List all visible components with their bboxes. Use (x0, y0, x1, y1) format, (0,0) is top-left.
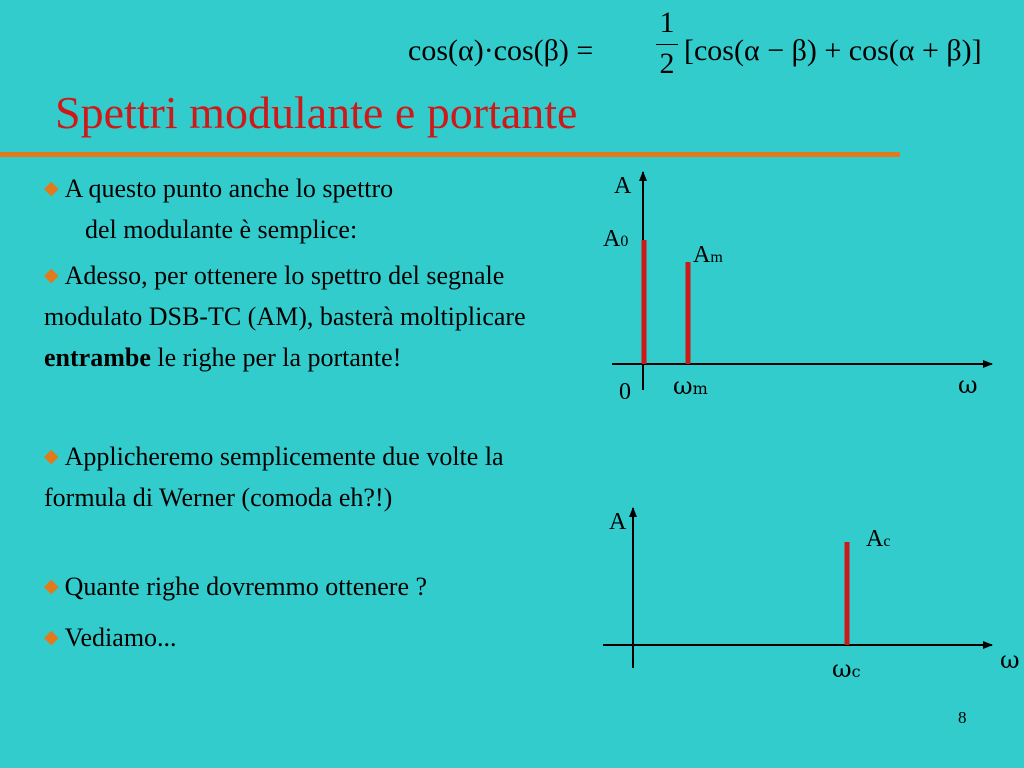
carrier-spectrum-diagram (603, 508, 1020, 683)
bullet-5-text: Vediamo... (64, 623, 177, 652)
bottom-ac-label: Ac (866, 526, 891, 552)
diamond-bullet-icon: ◆ (44, 576, 59, 597)
bullet-2-text-b: le righe per la portante! (150, 343, 402, 372)
bottom-y-axis-label: A (609, 509, 627, 535)
bullet-1-line-1: A questo punto anche lo spettro (64, 174, 394, 203)
formula-numerator: 1 (659, 6, 675, 39)
bullet-2-text-a: Adesso, per ottenere lo spettro del segnale modulato DSB-TC (AM), basterà moltiplicare (44, 261, 526, 331)
diamond-bullet-icon: ◆ (44, 178, 59, 199)
bullet-2-bold: entrambe (44, 343, 151, 372)
top-a0-label: A0 (603, 226, 629, 252)
bullet-1-line-2: del modulante è semplice: (85, 215, 358, 244)
page-number: 8 (958, 708, 967, 727)
formula-lhs: cos(α)·cos(β) = (408, 34, 594, 67)
bullet-3-text: Applicheremo semplicemente due volte la formula di Werner (comoda eh?!) (44, 442, 504, 512)
bottom-x-axis-label: ω (1000, 646, 1020, 674)
top-am-label: Am (693, 242, 723, 268)
modulating-spectrum-diagram (603, 172, 992, 405)
formula-rhs: [cos(α − β) + cos(α + β)] (684, 34, 982, 67)
top-omega-m-label: ωm (673, 372, 708, 400)
top-origin-label: 0 (619, 379, 631, 405)
slide-title: Spettri modulante e portante (55, 87, 578, 138)
bullet-4-text: Quante righe dovremmo ottenere ? (64, 572, 428, 601)
diamond-bullet-icon: ◆ (44, 627, 59, 648)
bottom-omega-c-label: ωc (832, 655, 861, 683)
diamond-bullet-icon: ◆ (44, 265, 59, 286)
diamond-bullet-icon: ◆ (44, 446, 59, 467)
top-y-axis-label: A (614, 173, 632, 199)
top-x-axis-label: ω (958, 371, 978, 399)
formula-denominator: 2 (659, 47, 675, 80)
